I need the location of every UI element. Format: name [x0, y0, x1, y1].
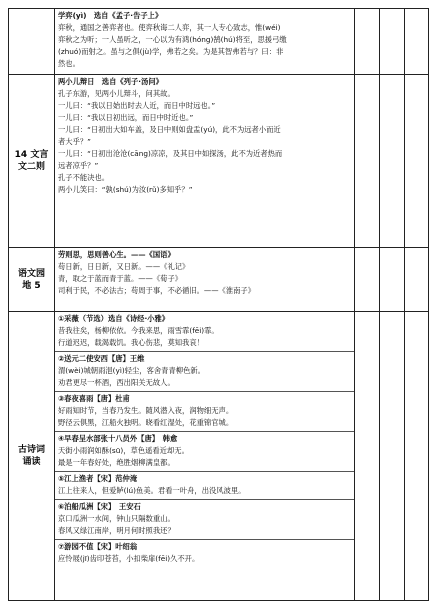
table-row	[9, 9, 429, 75]
checkbox-cell	[405, 9, 429, 75]
section-label	[9, 75, 55, 248]
checkbox-cell	[380, 75, 405, 248]
text-line: 远者凉乎？”	[58, 161, 99, 170]
text-line: 弈秋，通国之善弈者也。使弈秋诲二人弈，其一人专心致志，惟(wéi)	[58, 23, 281, 32]
text-line: 一儿曰：“我以日初出远，而日中时近也。”	[58, 113, 194, 122]
section-label-line: 古诗词	[17, 445, 45, 455]
text-line: 江上往来人，但爱鲈(lú)鱼美。君看一叶舟，出没风波里。	[58, 486, 246, 495]
section-label-line: 文二则	[17, 162, 45, 172]
checkbox-cell	[380, 312, 405, 601]
document-page	[8, 8, 428, 600]
text-title-line: ③春夜喜雨【唐】杜甫	[58, 394, 130, 403]
text-title-line: 两小儿辩日 选自《列子·汤问》	[58, 77, 163, 86]
table-body	[9, 9, 429, 601]
section-label	[9, 248, 55, 312]
text-line: 孔子不能决也。	[58, 173, 110, 182]
text-line: 然也。	[58, 59, 80, 68]
text-title-line: ⑥泊船瓜洲【宋】 王安石	[58, 502, 141, 511]
text-block	[55, 432, 354, 472]
text-block	[55, 500, 354, 540]
section-label-line: 诵读	[22, 457, 41, 467]
checkbox-cell	[355, 75, 380, 248]
text-title-line: 劳则思，思则善心生。——《国语》	[58, 250, 175, 259]
text-line: (zhuó)而射之。虽与之俱(jù)学，弗若之矣。为是其智弗若与？曰：非	[58, 47, 284, 56]
text-title-line: ②送元二使安西【唐】王维	[58, 354, 145, 363]
text-line: 弈秋之为听；一人虽听之，一心以为有鸿(hóng)鹄(hú)将至，思援弓缴	[58, 35, 287, 44]
section-label	[9, 312, 55, 601]
recitation-table	[8, 8, 429, 601]
text-line: 野径云俱黑，江船火独明。晓看红湿处，花重锦官城。	[58, 418, 234, 427]
checkbox-cell	[405, 248, 429, 312]
checkbox-cell	[405, 312, 429, 601]
text-line: 一儿曰：“日初出沧沧(cāng)凉凉，及其日中如探汤，此不为近者热而	[58, 149, 283, 158]
section-content	[55, 9, 355, 75]
text-title-line: ⑤江上渔者【宋】范仲淹	[58, 474, 138, 483]
checkbox-cell	[380, 9, 405, 75]
table-row	[9, 312, 429, 601]
text-line: 苟日新，日日新，又日新。——《礼记》	[58, 262, 190, 271]
checkbox-cell	[355, 312, 380, 601]
section-label	[9, 9, 55, 75]
text-title-line: ①采薇（节选）选自《诗经·小雅》	[58, 314, 170, 323]
text-line: 渭(wèi)城朝雨浥(yì)轻尘，客舍青青柳色新。	[58, 366, 205, 375]
text-line: 两小儿笑曰：“孰(shú)为汝(rǔ)多知乎？”	[58, 185, 193, 194]
table-row	[9, 248, 429, 312]
text-line: 昔我往矣，杨柳依依。今我来思，雨雪霏(fēi)霏。	[58, 326, 219, 335]
table-row	[9, 75, 429, 248]
text-line: 一儿曰：“我以日始出时去人近，而日中时远也。”	[58, 101, 216, 110]
section-content	[55, 75, 355, 248]
text-line: 青，取之于蓝而青于蓝。——《荀子》	[58, 274, 183, 283]
text-block	[55, 75, 354, 198]
section-content	[55, 312, 355, 601]
text-line: 劝君更尽一杯酒，西出阳关无故人。	[58, 378, 175, 387]
text-line: 好雨知时节，当春乃发生。随风潜入夜，润物细无声。	[58, 406, 234, 415]
text-block	[55, 248, 354, 299]
text-line: 应怜屐(jī)齿印苍苔，小扣柴扉(fēi)久不开。	[58, 554, 200, 563]
section-label-line: 语文园	[17, 268, 45, 279]
checkbox-cell	[355, 248, 380, 312]
text-line: 司利于民，不必法古；苟周于事，不必循旧。——《淮南子》	[58, 286, 256, 295]
text-title-line: ④早春呈水部张十八员外【唐】 韩愈	[58, 434, 178, 443]
checkbox-cell	[355, 9, 380, 75]
text-line: 者大乎？”	[58, 137, 91, 146]
text-title-line: 学弈(yì) 选自《孟子·告子上》	[58, 11, 163, 20]
text-block	[55, 9, 354, 72]
text-title-line: ⑦游园不值【宋】叶绍翁	[58, 542, 138, 551]
section-content	[55, 248, 355, 312]
text-block	[55, 472, 354, 500]
text-line: 行道迟迟，载渴载饥。我心伤悲，莫知我哀！	[58, 338, 204, 347]
text-line: 孔子东游，见两小儿辩斗，问其故。	[58, 89, 175, 98]
checkbox-cell	[380, 248, 405, 312]
section-label-line: 地 5	[22, 280, 41, 291]
section-label-line: 14 文言	[14, 150, 49, 160]
text-line: 最是一年春好处，绝胜烟柳满皇都。	[58, 458, 175, 467]
text-block	[55, 312, 354, 352]
text-block	[55, 540, 354, 567]
text-block	[55, 392, 354, 432]
text-line: 一儿曰：“日初出大如车盖，及日中则如盘盂(yú)，此不为远者小而近	[58, 125, 281, 134]
text-line: 天街小雨润如酥(sū)，草色遥看近却无。	[58, 446, 189, 455]
text-line: 春风又绿江南岸，明月何时照我还？	[58, 526, 175, 535]
text-block	[55, 352, 354, 392]
checkbox-cell	[405, 75, 429, 248]
text-line: 京口瓜洲一水间，钟山只隔数重山。	[58, 514, 175, 523]
